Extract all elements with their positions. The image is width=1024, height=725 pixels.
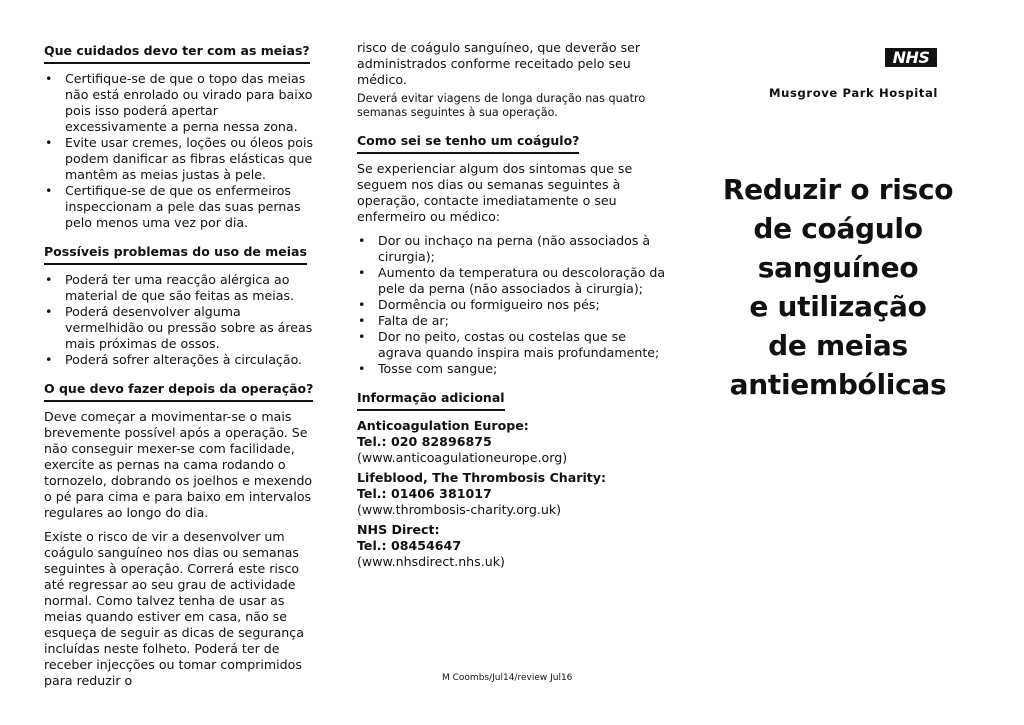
- section-heading-after: O que devo fazer depois da operação?: [44, 381, 313, 402]
- list-item: • Falta de ar;: [357, 313, 667, 329]
- column-left: [44, 40, 322, 689]
- list-item: • Certifique-se de que o topo das meias não está enrolado ou virado para baixo pois isso poderá apertar excessivamente a perna nessa zona.: [44, 71, 322, 135]
- problems-list: [44, 272, 322, 368]
- contact-tel: Tel.: 020 82896875: [357, 434, 492, 449]
- list-item: • Certifique-se de que os enfermeiros inspeccionam a pele das suas pernas pelo menos uma vez por dia.: [44, 183, 322, 231]
- column-middle: [357, 40, 667, 570]
- leaflet-title: [700, 170, 976, 404]
- contact-anticoagulation-europe: [357, 418, 667, 466]
- contact-lifeblood: [357, 470, 667, 518]
- title-line: sanguíneo: [757, 251, 919, 284]
- contact-nhs-direct: [357, 522, 667, 570]
- paragraph-movement: Deve começar a movimentar-se o mais brevemente possível após a operação. Se não conseguir mexer-se com facilidade, exercite as pernas na cama rodando o tornozelo, dobrando os joelhos e mexendo o pé para cima e para baixo em intervalos regulares ao longo do dia.: [44, 409, 313, 520]
- title-line: de meias: [768, 329, 908, 362]
- list-item: • Poderá ter uma reacção alérgica ao material de que são feitas as meias.: [44, 272, 322, 304]
- list-item: • Poderá desenvolver alguma vermelhidão ou pressão sobre as áreas mais próximas de ossos.: [44, 304, 322, 352]
- section-heading-problems: Possíveis problemas do uso de meias: [44, 244, 307, 265]
- title-line: Reduzir o risco: [722, 173, 954, 206]
- contact-tel: Tel.: 08454647: [357, 538, 462, 553]
- contact-name: Anticoagulation Europe:: [357, 418, 529, 433]
- list-item: • Dor no peito, costas ou costelas que se agrava quando inspira mais profundamente;: [357, 329, 667, 361]
- list-item: • Tosse com sangue;: [357, 361, 667, 377]
- contact-name: Lifeblood, The Thrombosis Charity:: [357, 470, 607, 485]
- list-item: • Dormência ou formigueiro nos pés;: [357, 297, 667, 313]
- document-reference: M Coombs/Jul14/review Jul16: [442, 673, 573, 683]
- contact-tel: Tel.: 01406 381017: [357, 486, 492, 501]
- paragraph-continued: risco de coágulo sanguíneo, que deverão ser administrados conforme receitado pelo seu médico.: [357, 40, 641, 87]
- list-item: • Dor ou inchaço na perna (não associados à cirurgia);: [357, 233, 667, 265]
- nhs-logo: NHS: [885, 48, 937, 67]
- symptoms-list: [357, 233, 667, 377]
- contact-web: (www.nhsdirect.nhs.uk): [357, 554, 505, 569]
- contact-web: (www.anticoagulationeurope.org): [357, 450, 568, 465]
- paragraph-travel: Deverá evitar viagens de longa duração nas quatro semanas seguintes à sua operação.: [357, 92, 646, 119]
- paragraph-symptoms-intro: Se experienciar algum dos sintomas que se seguem nos dias ou semanas seguintes à operação, contacte imediatamente o seu enfermeiro ou médico:: [357, 161, 633, 224]
- section-heading-clot: Como sei se tenho um coágulo?: [357, 133, 579, 154]
- care-list: [44, 71, 322, 231]
- title-line: antiembólicas: [729, 368, 947, 401]
- list-item: • Aumento da temperatura ou descoloração da pele da perna (não associados à cirurgia);: [357, 265, 667, 297]
- contact-web: (www.thrombosis-charity.org.uk): [357, 502, 562, 517]
- title-line: de coágulo: [753, 212, 923, 245]
- hospital-name: Musgrove Park Hospital: [769, 86, 938, 100]
- paragraph-risk: Existe o risco de vir a desenvolver um coágulo sanguíneo nos dias ou semanas seguintes à operação. Correrá este risco até regressar ao seu grau de actividade normal. Como talvez tenha de usar as meias quando estiver em casa, não se esqueça de seguir as dicas de segurança incluídas neste folheto. Poderá ter de receber injecções ou tomar comprimidos para reduzir o: [44, 529, 304, 688]
- section-heading-info: Informação adicional: [357, 390, 505, 411]
- list-item: • Evite usar cremes, loções ou óleos pois podem danificar as fibras elásticas que mantêm as meias justas à pele.: [44, 135, 322, 183]
- contact-name: NHS Direct:: [357, 522, 440, 537]
- title-line: e utilização: [749, 290, 927, 323]
- section-heading-care: Que cuidados devo ter com as meias?: [44, 43, 310, 64]
- list-item: • Poderá sofrer alterações à circulação.: [44, 352, 322, 368]
